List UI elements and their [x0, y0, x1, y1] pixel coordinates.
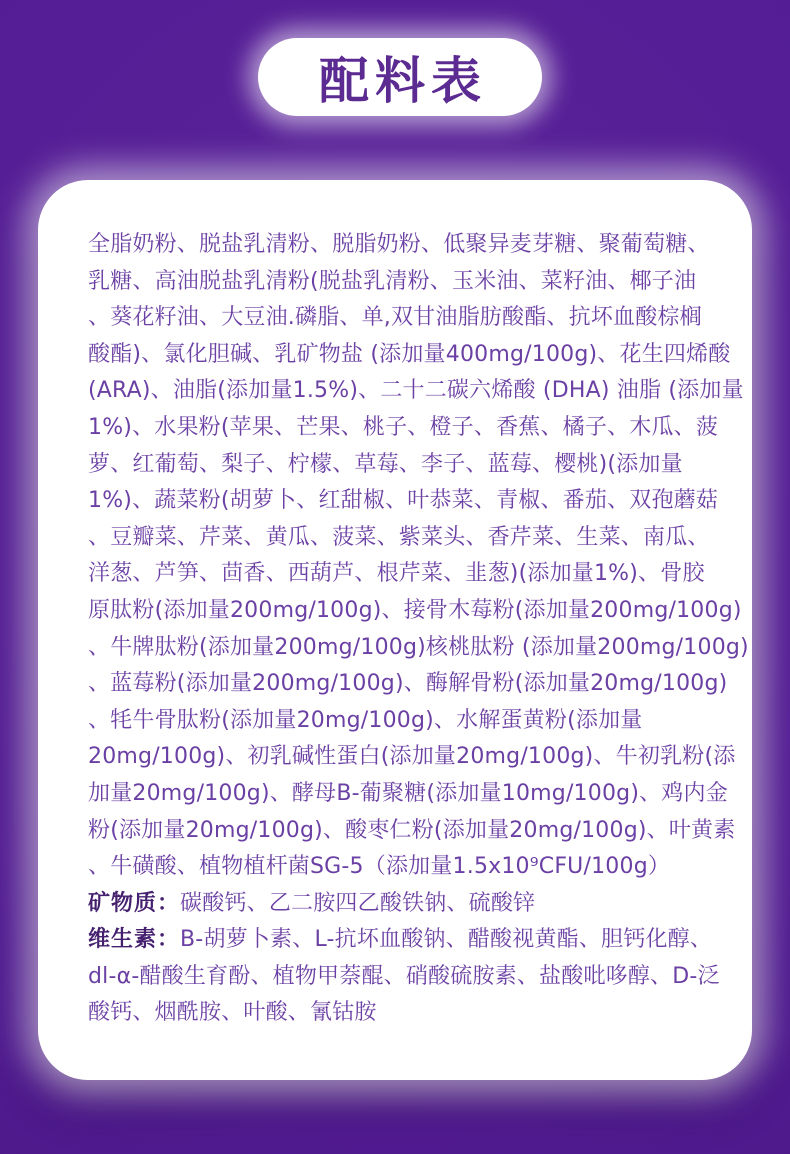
minerals-line	[88, 886, 710, 923]
ingredients-text	[88, 227, 749, 1032]
page-title: 配料表	[319, 52, 487, 110]
ingredient-line: 全脂奶粉、脱盐乳清粉、脱脂奶粉、低聚异麦芽糖、聚葡萄糖、	[88, 232, 710, 257]
title-pill	[258, 38, 542, 116]
vitamins-continuation-line: dl-α-醋酸生育酚、植物甲萘醌、硝酸硫胺素、盐酸吡哆醇、D-泛	[88, 963, 720, 989]
ingredient-line: 20mg/100g)、初乳碱性蛋白(添加量20mg/100g)、牛初乳粉(添	[88, 744, 736, 770]
ingredient-line: 、牛牌肽粉(添加量200mg/100g)核桃肽粉 (添加量200mg/100g)	[88, 634, 749, 660]
ingredient-line: 粉(添加量20mg/100g)、酸枣仁粉(添加量20mg/100g)、叶黄素	[88, 817, 736, 843]
ingredient-line: 、牦牛骨肽粉(添加量20mg/100g)、水解蛋黄粉(添加量	[88, 707, 643, 733]
vitamins-value: B-胡萝卜素、L-抗坏血酸钠、醋酸视黄酯、胆钙化醇、	[180, 927, 713, 953]
ingredient-line: 1%)、蔬菜粉(胡萝卜、红甜椒、叶恭菜、青椒、番茄、双孢蘑菇	[88, 488, 719, 514]
ingredients-card	[38, 180, 752, 1080]
vitamins-line	[88, 922, 713, 959]
vitamins-continuation-line: 酸钙、烟酰胺、叶酸、氰钴胺	[88, 1000, 377, 1026]
ingredient-line: 、葵花籽油、大豆油.磷脂、单,双甘油脂肪酸酯、抗坏血酸棕榈	[88, 305, 702, 331]
ingredient-line: 、豆瓣菜、芹菜、黄瓜、菠菜、紫菜头、香芹菜、生菜、南瓜、	[88, 524, 710, 550]
ingredient-line: 洋葱、芦笋、茴香、西葫芦、根芹菜、韭葱)(添加量1%)、骨胶	[88, 561, 705, 587]
ingredient-line: 萝、红葡萄、梨子、柠檬、草莓、李子、蓝莓、樱桃)(添加量	[88, 451, 683, 477]
ingredient-line: 原肽粉(添加量200mg/100g)、接骨木莓粉(添加量200mg/100g)	[88, 597, 742, 623]
ingredient-line: 、牛磺酸、植物植杆菌SG-5（添加量1.5x10⁹CFU/100g）	[88, 854, 671, 880]
ingredient-line: 酸酯)、氯化胆碱、乳矿物盐 (添加量400mg/100g)、花生四烯酸	[88, 341, 731, 367]
ingredient-line: 、蓝莓粉(添加量200mg/100g)、酶解骨粉(添加量20mg/100g)	[88, 671, 728, 697]
ingredient-line: 1%)、水果粉(苹果、芒果、桃子、橙子、香蕉、橘子、木瓜、菠	[88, 414, 719, 440]
minerals-value: 碳酸钙、乙二胺四乙酸铁钠、硫酸锌	[180, 890, 536, 916]
minerals-label: 矿物质：	[88, 890, 181, 916]
ingredient-line: 乳糖、高油脱盐乳清粉(脱盐乳清粉、玉米油、菜籽油、椰子油	[88, 268, 697, 294]
vitamins-label: 维生素：	[88, 927, 181, 953]
ingredient-line: (ARA)、油脂(添加量1.5%)、二十二碳六烯酸 (DHA) 油脂 (添加量	[88, 378, 744, 404]
ingredient-line: 加量20mg/100g)、酵母B-葡聚糖(添加量10mg/100g)、鸡内金	[88, 780, 728, 806]
